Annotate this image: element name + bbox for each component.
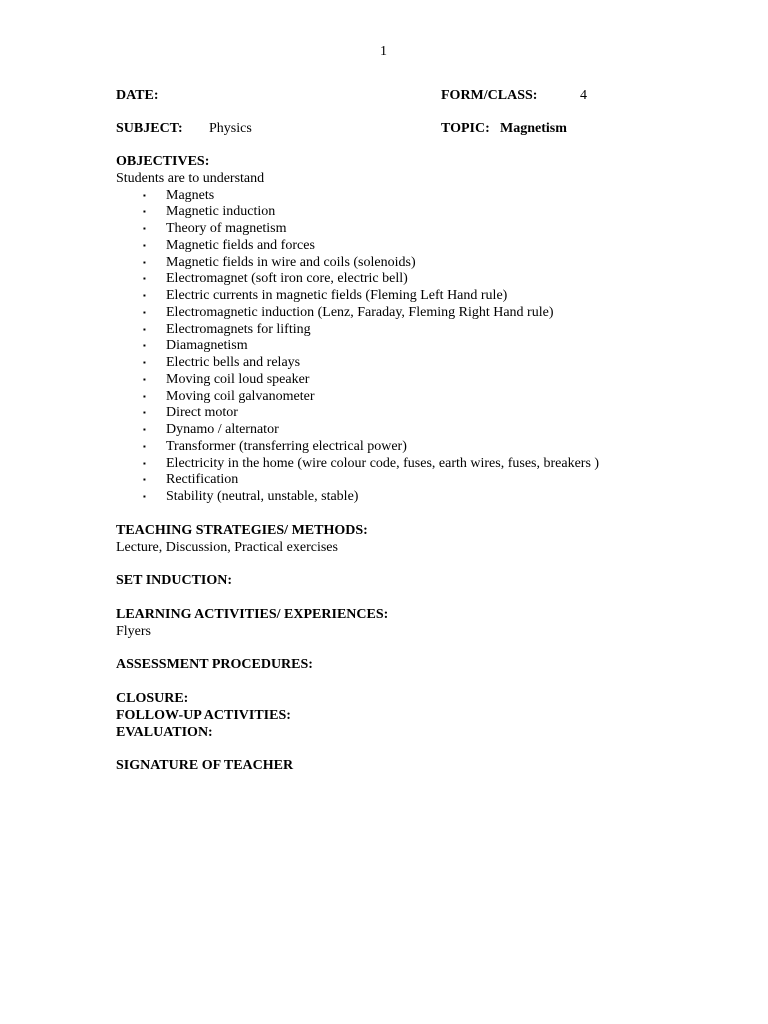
objective-item [116,422,676,439]
subject-row [116,121,676,141]
bullet-square-icon: ▪ [143,374,146,384]
objective-item-text: Diamagnetism [166,338,248,354]
objective-item [116,322,676,339]
objective-item [116,456,676,473]
page-number: 1 [380,44,387,59]
objectives-intro: Students are to understand [116,170,265,186]
objective-item [116,338,676,355]
objective-item [116,489,676,506]
objective-item [116,439,676,456]
bullet-square-icon: ▪ [143,341,146,351]
learning-section [116,607,676,641]
objective-item [116,221,676,238]
learning-text: Flyers [116,623,151,639]
objective-item [116,305,676,322]
objective-item-text: Transformer (transferring electrical power) [166,438,407,454]
closure-heading: CLOSURE: [116,691,189,706]
objective-item-text: Magnetic fields in wire and coils (solenoids) [166,254,416,270]
form-class-label: FORM/CLASS: [441,88,538,103]
objective-item-text: Moving coil loud speaker [166,371,310,387]
bullet-square-icon: ▪ [143,257,146,267]
objective-item-text: Dynamo / alternator [166,422,279,437]
bullet-square-icon: ▪ [143,224,146,233]
objective-item-text: Stability (neutral, unstable, stable) [166,489,359,504]
objectives-heading: OBJECTIVES: [116,154,210,169]
signature-heading: SIGNATURE OF TEACHER [116,758,294,773]
signature-section [116,758,676,775]
objective-item [116,372,676,389]
bullet-square-icon: ▪ [143,492,146,501]
bullet-square-icon: ▪ [143,307,146,317]
evaluation-heading: EVALUATION: [116,724,213,740]
bullet-square-icon: ▪ [143,475,146,485]
objective-item-text: Moving coil galvanometer [166,388,315,404]
assessment-section [116,657,676,674]
bullet-square-icon: ▪ [143,425,146,434]
date-label: DATE: [116,88,159,103]
objectives-list [116,188,676,506]
teaching-section [116,523,676,557]
bullet-square-icon: ▪ [143,240,146,250]
topic-value: Magnetism [500,121,567,136]
objective-item [116,188,676,205]
objective-item-text: Electricity in the home (wire colour code, fuses, earth wires, fuses, breakers ) [166,455,600,471]
bullet-square-icon: ▪ [143,458,146,468]
objective-item-text: Magnetic induction [166,204,276,220]
objective-item [116,288,676,305]
objective-item-text: Theory of magnetism [166,221,287,236]
objective-item [116,389,676,406]
objectives-section [116,154,676,506]
bullet-square-icon: ▪ [143,324,146,334]
date-row [116,88,676,108]
objective-item [116,204,676,221]
bullet-square-icon: ▪ [143,358,146,367]
teaching-heading: TEACHING STRATEGIES/ METHODS: [116,523,368,538]
bullet-square-icon: ▪ [143,408,146,418]
teaching-text: Lecture, Discussion, Practical exercises [116,539,338,555]
bullet-square-icon: ▪ [143,291,146,300]
objective-item-text: Electromagnetic induction (Lenz, Faraday, Fleming Right Hand rule) [166,304,554,320]
objective-item [116,271,676,288]
learning-heading: LEARNING ACTIVITIES/ EXPERIENCES: [116,607,389,622]
form-class-value: 4 [580,88,587,103]
assessment-heading: ASSESSMENT PROCEDURES: [116,657,313,672]
objective-item [116,255,676,272]
bullet-square-icon: ▪ [143,274,146,284]
objective-item-text: Magnets [166,187,215,203]
objective-item-text: Electric bells and relays [166,355,301,370]
subject-value: Physics [209,121,252,136]
subject-label: SUBJECT: [116,121,183,136]
objective-item-text: Rectification [166,472,239,488]
set-induction-heading: SET INDUCTION: [116,573,233,588]
topic-label: TOPIC: [441,121,490,136]
objective-item [116,472,676,489]
closure-section [116,691,676,741]
objective-item [116,238,676,255]
objective-item-text: Magnetic fields and forces [166,237,315,253]
objective-item-text: Electromagnets for lifting [166,321,311,337]
objective-item-text: Electromagnet (soft iron core, electric bell) [166,271,408,287]
bullet-square-icon: ▪ [143,190,146,200]
set-induction-section [116,573,676,590]
bullet-square-icon: ▪ [143,207,146,217]
objective-item [116,405,676,422]
objective-item [116,355,676,372]
follow-up-heading: FOLLOW-UP ACTIVITIES: [116,707,291,723]
bullet-square-icon: ▪ [143,391,146,401]
objective-item-text: Electric currents in magnetic fields (Fleming Left Hand rule) [166,288,508,303]
bullet-square-icon: ▪ [143,441,146,451]
objective-item-text: Direct motor [166,405,238,421]
